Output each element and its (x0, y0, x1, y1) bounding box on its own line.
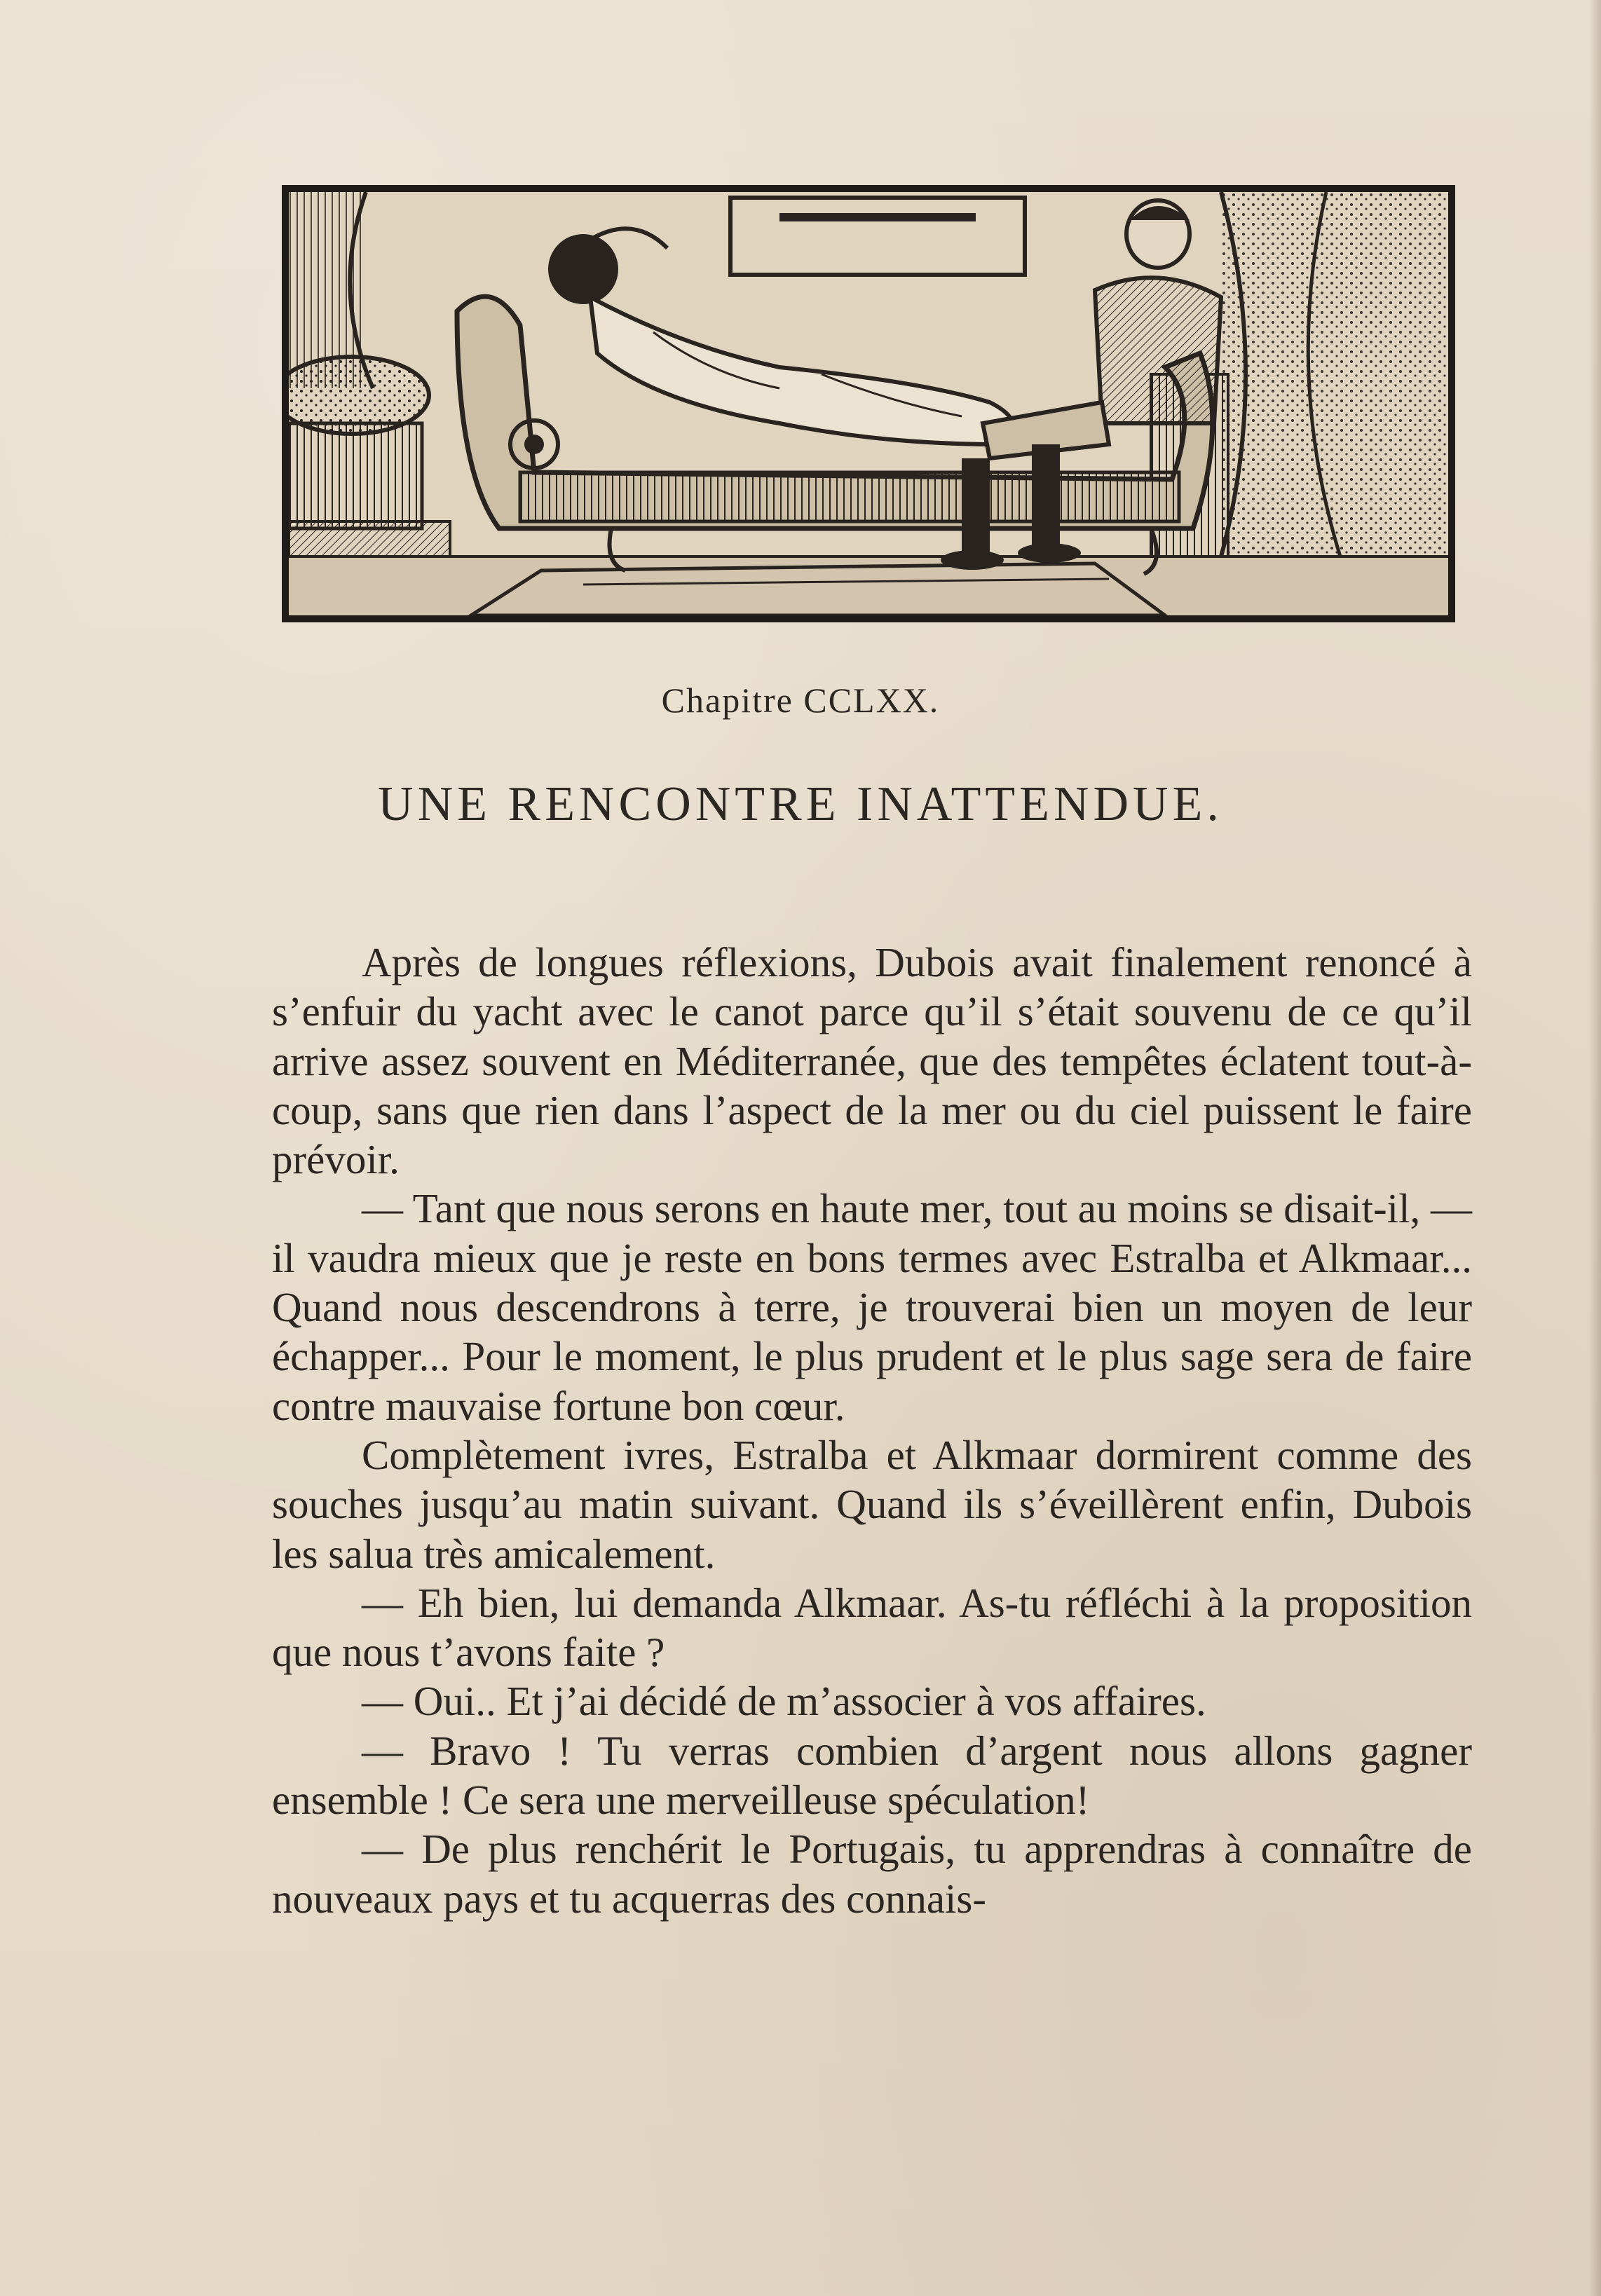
paragraph: — Tant que nous serons en haute mer, tout au moins se disait-il, — il vaudra mieux que je reste en bons termes avec Estralba et Alkmaar... Quand nous descendrons à terre, je trouverai bien un moyen de leur échapper... Pour le moment, le plus prudent et le plus sage sera de faire contre mauvaise fortune bon cœur. (272, 1185, 1472, 1429)
paragraph: — Bravo ! Tu verras combien d’argent nous allons gagner ensemble ! Ce sera une merveilleuse spéculation! (272, 1727, 1472, 1824)
paragraph: — Eh bien, lui demanda Alkmaar. As-tu réfléchi à la proposition que nous t’avons faite ? (272, 1579, 1472, 1676)
paragraph: Complètement ivres, Estralba et Alkmaar dormirent comme des souches jusqu’au matin suivant. Quand ils s’éveillèrent enfin, Dubois les salua très amicalement. (272, 1431, 1472, 1577)
engraving-icon (289, 192, 1448, 615)
chapter-label: Chapitre CCLXX. (661, 681, 940, 720)
paragraph: — De plus renchérit le Portugais, tu apprendras à connaître de nouveaux pays et tu acquerras des connais- (272, 1826, 1472, 1922)
chapter-body (272, 938, 1472, 1923)
paragraph: Après de longues réflexions, Dubois avait finalement renoncé à s’enfuir du yacht avec le canot parce qu’il s’était souvenu de ce qu’il arrive assez souvent en Méditerranée, que des tempêtes éclatent tout-à-coup, sans que rien dans l’aspect de la mer ou du ciel puissent le faire prévoir. (272, 939, 1472, 1183)
chapter-title: UNE RENCONTRE INATTENDUE. (378, 777, 1223, 831)
paragraph: — Oui.. Et j’ai décidé de m’associer à vos affaires. (362, 1678, 1206, 1725)
chapter-illustration (282, 185, 1455, 622)
